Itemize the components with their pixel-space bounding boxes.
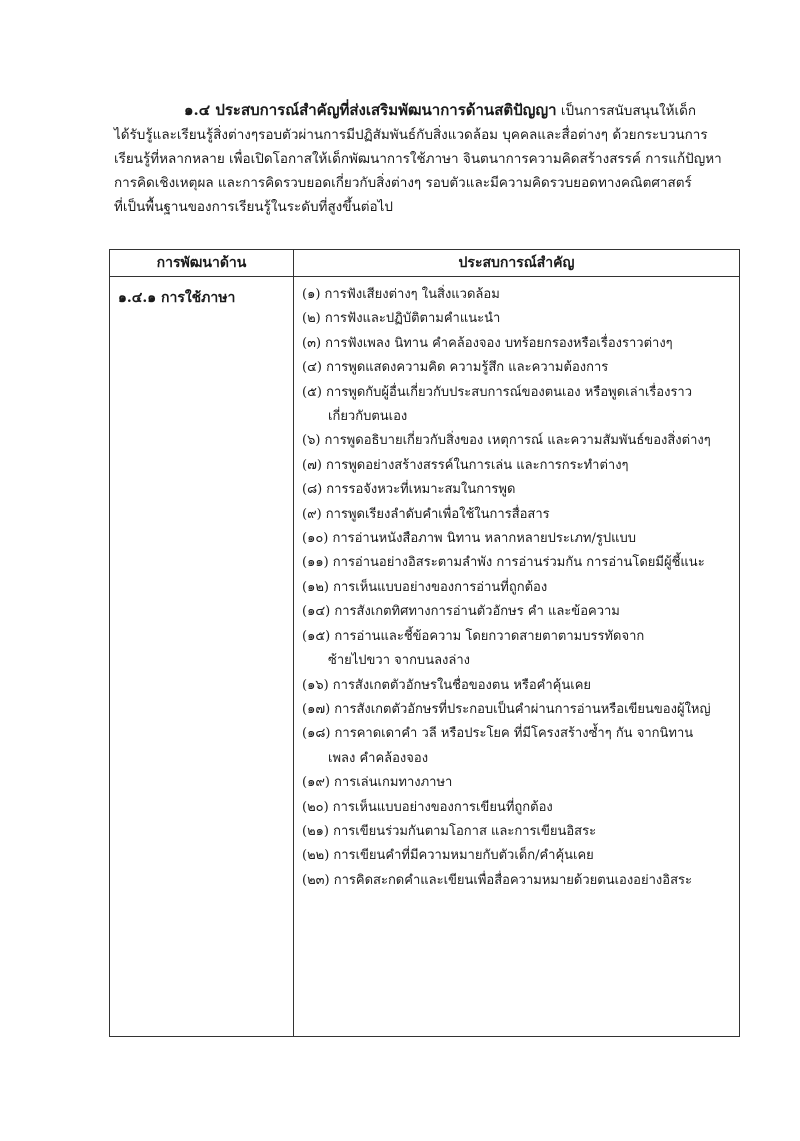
list-item-continuation: เกี่ยวกับตนเอง bbox=[328, 409, 408, 425]
list-item bbox=[302, 429, 735, 453]
experience-table bbox=[109, 249, 740, 1037]
table-header-row bbox=[110, 250, 740, 277]
list-item-text: (๖) การพูดอธิบายเกี่ยวกับสิ่งของ เหตุการณ์ และความสัมพันธ์ของสิ่งต่างๆ bbox=[302, 433, 711, 449]
list-item-text: (๑๗) การสังเกตตัวอักษรที่ประกอบเป็นคำผ่านการอ่านหรือเขียนของผู้ใหญ่ bbox=[302, 701, 711, 717]
list-item bbox=[302, 796, 735, 820]
list-item-text: (๙) การพูดเรียงลำดับคำเพื่อใช้ในการสื่อสาร bbox=[302, 506, 550, 522]
list-item-text: (๒๑) การเขียนร่วมกันตามโอกาส และการเขียนอิสระ bbox=[302, 823, 597, 839]
experience-list-cell bbox=[294, 277, 740, 1037]
list-item-text: (๒๐) การเห็นแบบอย่างของการเขียนที่ถูกต้อง bbox=[302, 799, 553, 815]
list-item-text: (๑๔) การสังเกตทิศทางการอ่านตัวอักษร คำ และข้อความ bbox=[302, 604, 620, 620]
list-item bbox=[302, 356, 735, 380]
development-area-cell: ๑.๔.๑ การใช้ภาษา bbox=[110, 277, 294, 1037]
list-item bbox=[302, 332, 735, 356]
table-row bbox=[110, 277, 740, 1037]
list-item bbox=[302, 283, 735, 307]
list-item-text: (๓) การฟังเพลง นิทาน คำคล้องจอง บทร้อยกรองหรือเรื่องราวต่างๆ bbox=[302, 335, 673, 351]
list-item-text: (๒๒) การเขียนคำที่มีความหมายกับตัวเด็ก/คำคุ้นเคย bbox=[302, 848, 594, 864]
list-item-text: (๗) การพูดอย่างสร้างสรรค์ในการเล่น และการกระทำต่างๆ bbox=[302, 457, 629, 473]
list-item bbox=[302, 722, 735, 771]
intro-line-3: เรียนรู้ที่หลากหลาย เพื่อเปิดโอกาสให้เด็กพัฒนาการใช้ภาษา จินตนาการความคิดสร้างสรรค์ การแก้ปัญหา bbox=[114, 151, 722, 167]
intro-line-1-rest: เป็นการสนับสนุนให้เด็ก bbox=[556, 103, 697, 119]
intro-line-5: ที่เป็นพื้นฐานของการเรียนรู้ในระดับที่สูงขึ้นต่อไป bbox=[114, 199, 393, 215]
list-item-continuation: ซ้ายไปขวา จากบนลงล่าง bbox=[328, 653, 471, 669]
list-item-text: (๑๘) การคาดเดาคำ วลี หรือประโยค ที่มีโครงสร้างซ้ำๆ กัน จากนิทาน bbox=[302, 726, 694, 742]
list-item bbox=[302, 674, 735, 698]
list-item-text: (๒๓) การคิดสะกดคำและเขียนเพื่อสื่อความหมายด้วยตนเองอย่างอิสระ bbox=[302, 872, 692, 888]
list-item-text: (๑) การฟังเสียงต่างๆ ในสิ่งแวดล้อม bbox=[302, 287, 500, 302]
intro-line-2: ได้รับรู้และเรียนรู้สิ่งต่างๆรอบตัวผ่านการมีปฏิสัมพันธ์กับสิ่งแวดล้อม บุคคลและสื่อต่างๆ ด้วยกระบวนการ bbox=[114, 127, 708, 143]
list-item bbox=[302, 869, 735, 893]
section-heading: ๑.๔ ประสบการณ์สำคัญที่ส่งเสริมพัฒนาการด้านสติปัญญา bbox=[184, 101, 557, 119]
list-item-text: (๑๑) การอ่านอย่างอิสระตามลำพัง การอ่านร่วมกัน การอ่านโดยมีผู้ชี้แนะ bbox=[302, 555, 705, 571]
list-item-text: (๑๖) การสังเกตตัวอักษรในชื่อของตน หรือคำคุ้นเคย bbox=[302, 677, 592, 693]
list-item bbox=[302, 698, 735, 722]
list-item bbox=[302, 844, 735, 868]
list-item bbox=[302, 576, 735, 600]
header-development-area: การพัฒนาด้าน bbox=[110, 250, 294, 277]
intro-paragraph bbox=[114, 98, 736, 219]
list-item bbox=[302, 478, 735, 502]
list-item-continuation: เพลง คำคล้องจอง bbox=[328, 750, 429, 766]
list-item bbox=[302, 600, 735, 624]
list-item bbox=[302, 307, 735, 331]
list-item bbox=[302, 503, 735, 527]
list-item bbox=[302, 551, 735, 575]
list-item-text: (๑๒) การเห็นแบบอย่างของการอ่านที่ถูกต้อง bbox=[302, 579, 548, 595]
intro-line-1 bbox=[114, 98, 736, 123]
list-item bbox=[302, 820, 735, 844]
list-item-text: (๑๐) การอ่านหนังสือภาพ นิทาน หลากหลายประเภท/รูปแบบ bbox=[302, 531, 636, 547]
intro-line-4: การคิดเชิงเหตุผล และการคิดรวบยอดเกี่ยวกับสิ่งต่างๆ รอบตัวและมีความคิดรวบยอดทางคณิตศาสตร์ bbox=[114, 175, 692, 191]
list-item bbox=[302, 625, 735, 674]
list-item-text: (๑๙) การเล่นเกมทางภาษา bbox=[302, 775, 453, 791]
list-item bbox=[302, 381, 735, 430]
list-item-text: (๒) การฟังและปฏิบัติตามคำแนะนำ bbox=[302, 311, 501, 327]
header-key-experience: ประสบการณ์สำคัญ bbox=[294, 250, 740, 277]
list-item bbox=[302, 454, 735, 478]
list-item-text: (๘) การรอจังหวะที่เหมาะสมในการพูด bbox=[302, 482, 516, 498]
list-item-text: (๔) การพูดแสดงความคิด ความรู้สึก และความต้องการ bbox=[302, 360, 609, 376]
list-item-text: (๑๕) การอ่านและชี้ข้อความ โดยกวาดสายตาตามบรรทัดจาก bbox=[302, 628, 645, 644]
experience-list bbox=[302, 283, 735, 893]
list-item bbox=[302, 771, 735, 795]
list-item bbox=[302, 527, 735, 551]
list-item-text: (๕) การพูดกับผู้อื่นเกี่ยวกับประสบการณ์ของตนเอง หรือพูดเล่าเรื่องราว bbox=[302, 384, 693, 400]
